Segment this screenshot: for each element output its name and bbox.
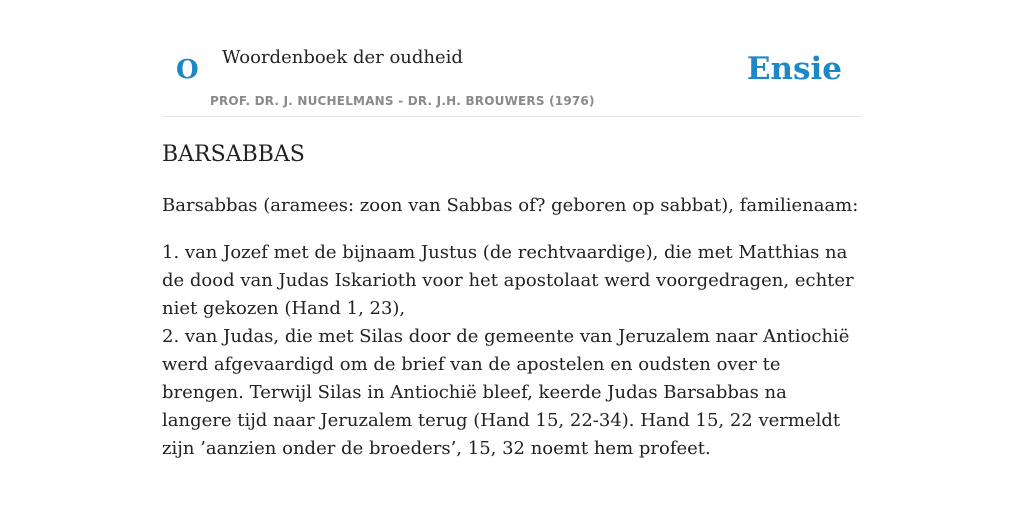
entry-intro: Barsabbas (aramees: zoon van Sabbas of? geboren op sabbat), familienaam:	[162, 195, 859, 216]
list-item: 2. van Judas, die met Silas door de gemeente van Jeruzalem naar Antiochië werd afgevaardigd om de brief van de apostelen en oudsten over te brengen. Terwijl Silas in Antiochië bleef, keerde Judas Barsabbas na langere tijd naar Jeruzalem terug (Hand 15, 22-34). Hand 15, 22 vermeldt zijn ’aanzien onder de broeders’, 15, 32 noemt hem profeet.	[162, 326, 850, 459]
authors-line: PROF. DR. J. NUCHELMANS - DR. J.H. BROUWERS (1976)	[210, 94, 595, 108]
dictionary-title-link[interactable]: Woordenboek der oudheid	[222, 47, 463, 68]
ensie-logo[interactable]: Ensie	[746, 51, 842, 87]
index-letter[interactable]: O	[176, 55, 199, 85]
entry-body	[162, 192, 862, 482]
list-item: 1. van Jozef met de bijnaam Justus (de rechtvaardige), die met Matthias na de dood van Judas Iskarioth voor het apostolaat werd voorgedragen, echter niet gekozen (Hand 1, 23),	[162, 242, 854, 319]
entry-items	[162, 239, 862, 463]
entry-title: BARSABBAS	[162, 142, 305, 167]
dictionary-header	[162, 0, 862, 117]
